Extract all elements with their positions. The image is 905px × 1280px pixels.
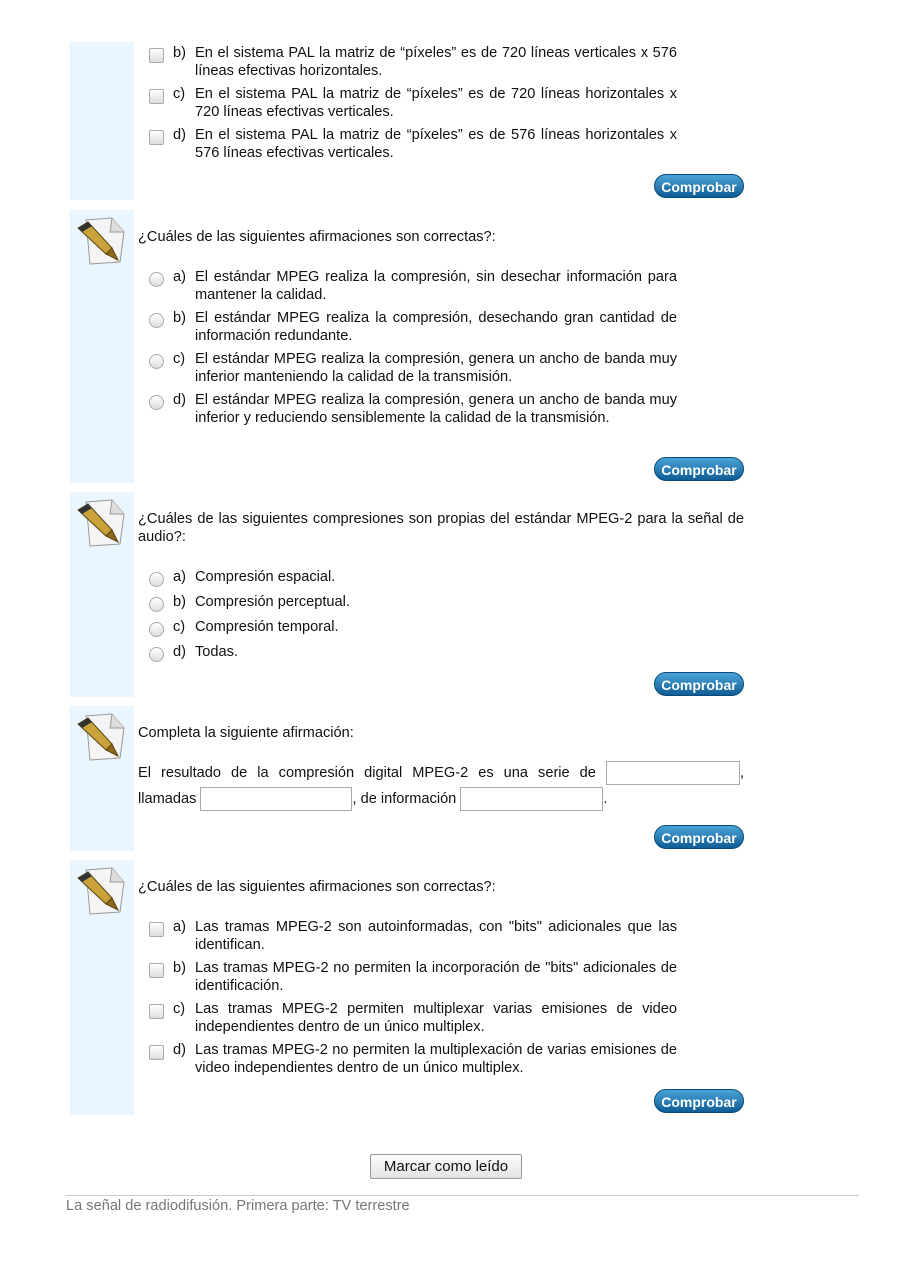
option-letter: c) [173,1001,186,1017]
fill-text: . [603,791,608,807]
footer-divider [66,1195,859,1196]
answer-option[interactable] [138,959,677,995]
pen-document-icon [72,710,130,764]
question-sidebar [70,860,134,1115]
checkbox[interactable] [149,48,164,63]
question-block [70,860,750,1115]
question-block [70,706,750,851]
checkbox[interactable] [149,130,164,145]
checkbox[interactable] [149,963,164,978]
question-text: ¿Cuáles de las siguientes afirmaciones son correctas?: [138,229,496,245]
check-button[interactable]: Comprobar [654,457,744,481]
option-text: En el sistema PAL la matriz de “píxeles” es de 576 líneas horizontales x 576 líneas efectivas verticales. [195,127,677,161]
question-text: Completa la siguiente afirmación: [138,725,354,741]
question-sidebar [70,210,134,483]
radio-button[interactable] [149,272,164,287]
checkbox[interactable] [149,89,164,104]
answer-option[interactable] [138,391,677,427]
option-text: El estándar MPEG realiza la compresión, desechando gran cantidad de información redundante. [195,310,677,344]
option-letter: c) [173,351,186,367]
fill-text: llamadas [138,791,197,807]
option-text: Las tramas MPEG-2 no permiten la multiplexación de varias emisiones de video independientes dentro de un único multiplex. [195,1042,677,1076]
checkbox[interactable] [149,1045,164,1060]
option-text: El estándar MPEG realiza la compresión, sin desechar información para mantener la calidad. [195,269,677,303]
option-text: En el sistema PAL la matriz de “píxeles” es de 720 líneas verticales x 576 líneas efectivas horizontales. [195,45,677,79]
question-sidebar [70,706,134,851]
option-letter: b) [173,45,186,61]
radio-button[interactable] [149,395,164,410]
option-letter: c) [173,86,186,102]
question-sidebar [70,492,134,697]
option-letter: d) [173,127,186,143]
question-text: ¿Cuáles de las siguientes compresiones son propias del estándar MPEG-2 para la señal de audio?: [138,511,744,545]
option-letter: b) [173,310,186,326]
option-text: Compresión perceptual. [195,594,350,610]
radio-button[interactable] [149,354,164,369]
answer-input-2[interactable] [200,787,352,811]
question-text: ¿Cuáles de las siguientes afirmaciones son correctas?: [138,879,496,895]
radio-button[interactable] [149,572,164,587]
answer-option[interactable] [138,618,677,636]
answer-option[interactable] [138,350,677,386]
option-letter: a) [173,919,186,935]
radio-button[interactable] [149,622,164,637]
fill-text: , [739,765,745,781]
pen-document-icon [72,864,130,918]
question-content [138,510,744,668]
check-button[interactable]: Comprobar [654,174,744,198]
radio-button[interactable] [149,313,164,328]
option-text: Compresión temporal. [195,619,339,635]
option-text: Las tramas MPEG-2 permiten multiplexar varias emisiones de video independientes dentro de un único multiplex. [195,1001,677,1035]
answer-option[interactable] [138,268,677,304]
option-letter: d) [173,1042,186,1058]
option-text: Todas. [195,644,238,660]
radio-button[interactable] [149,597,164,612]
pen-document-icon [72,214,130,268]
check-button[interactable]: Comprobar [654,672,744,696]
question-content [138,724,744,812]
fill-text: El resultado de la compresión digital MPEG-2 es una serie de [138,765,596,781]
option-letter: b) [173,960,186,976]
checkbox[interactable] [149,1004,164,1019]
answer-option[interactable] [138,643,677,661]
option-text: Las tramas MPEG-2 no permiten la incorporación de "bits" adicionales de identificación. [195,960,677,994]
option-letter: d) [173,392,186,408]
option-text: Compresión espacial. [195,569,336,585]
check-button[interactable]: Comprobar [654,1089,744,1113]
option-letter: c) [173,619,186,635]
answer-option[interactable] [138,568,677,586]
answer-option[interactable] [138,309,677,345]
pen-document-icon [72,496,130,550]
question-content [138,878,744,1082]
option-text: El estándar MPEG realiza la compresión, genera un ancho de banda muy inferior y reduciendo sensiblemente la calidad de la transmisión. [195,392,677,426]
answer-option[interactable] [138,126,677,162]
question-block [70,210,750,483]
mark-as-read-button[interactable]: Marcar como leído [370,1154,522,1179]
option-letter: d) [173,644,186,660]
option-letter: a) [173,569,186,585]
answer-option[interactable] [138,44,677,80]
answer-input-3[interactable] [460,787,603,811]
check-button[interactable]: Comprobar [654,825,744,849]
answer-option[interactable] [138,1000,677,1036]
answer-option[interactable] [138,85,677,121]
answer-option[interactable] [138,593,677,611]
question-content [138,44,744,167]
option-letter: b) [173,594,186,610]
option-text: En el sistema PAL la matriz de “píxeles” es de 720 líneas horizontales x 720 líneas efectivas verticales. [195,86,677,120]
fill-text: , de información [352,791,457,807]
question-block [70,492,750,697]
question-content [138,228,744,432]
answer-option[interactable] [138,1041,677,1077]
checkbox[interactable] [149,922,164,937]
option-letter: a) [173,269,186,285]
question-sidebar [70,42,134,200]
answer-option[interactable] [138,918,677,954]
question-block [70,42,750,200]
answer-input-1[interactable] [606,761,740,785]
option-text: El estándar MPEG realiza la compresión, genera un ancho de banda muy inferior manteniendo la calidad de la transmisión. [195,351,677,385]
radio-button[interactable] [149,647,164,662]
footer-title: La señal de radiodifusión. Primera parte: TV terrestre [66,1198,410,1214]
option-text: Las tramas MPEG-2 son autoinformadas, con "bits" adicionales que las identifican. [195,919,677,953]
